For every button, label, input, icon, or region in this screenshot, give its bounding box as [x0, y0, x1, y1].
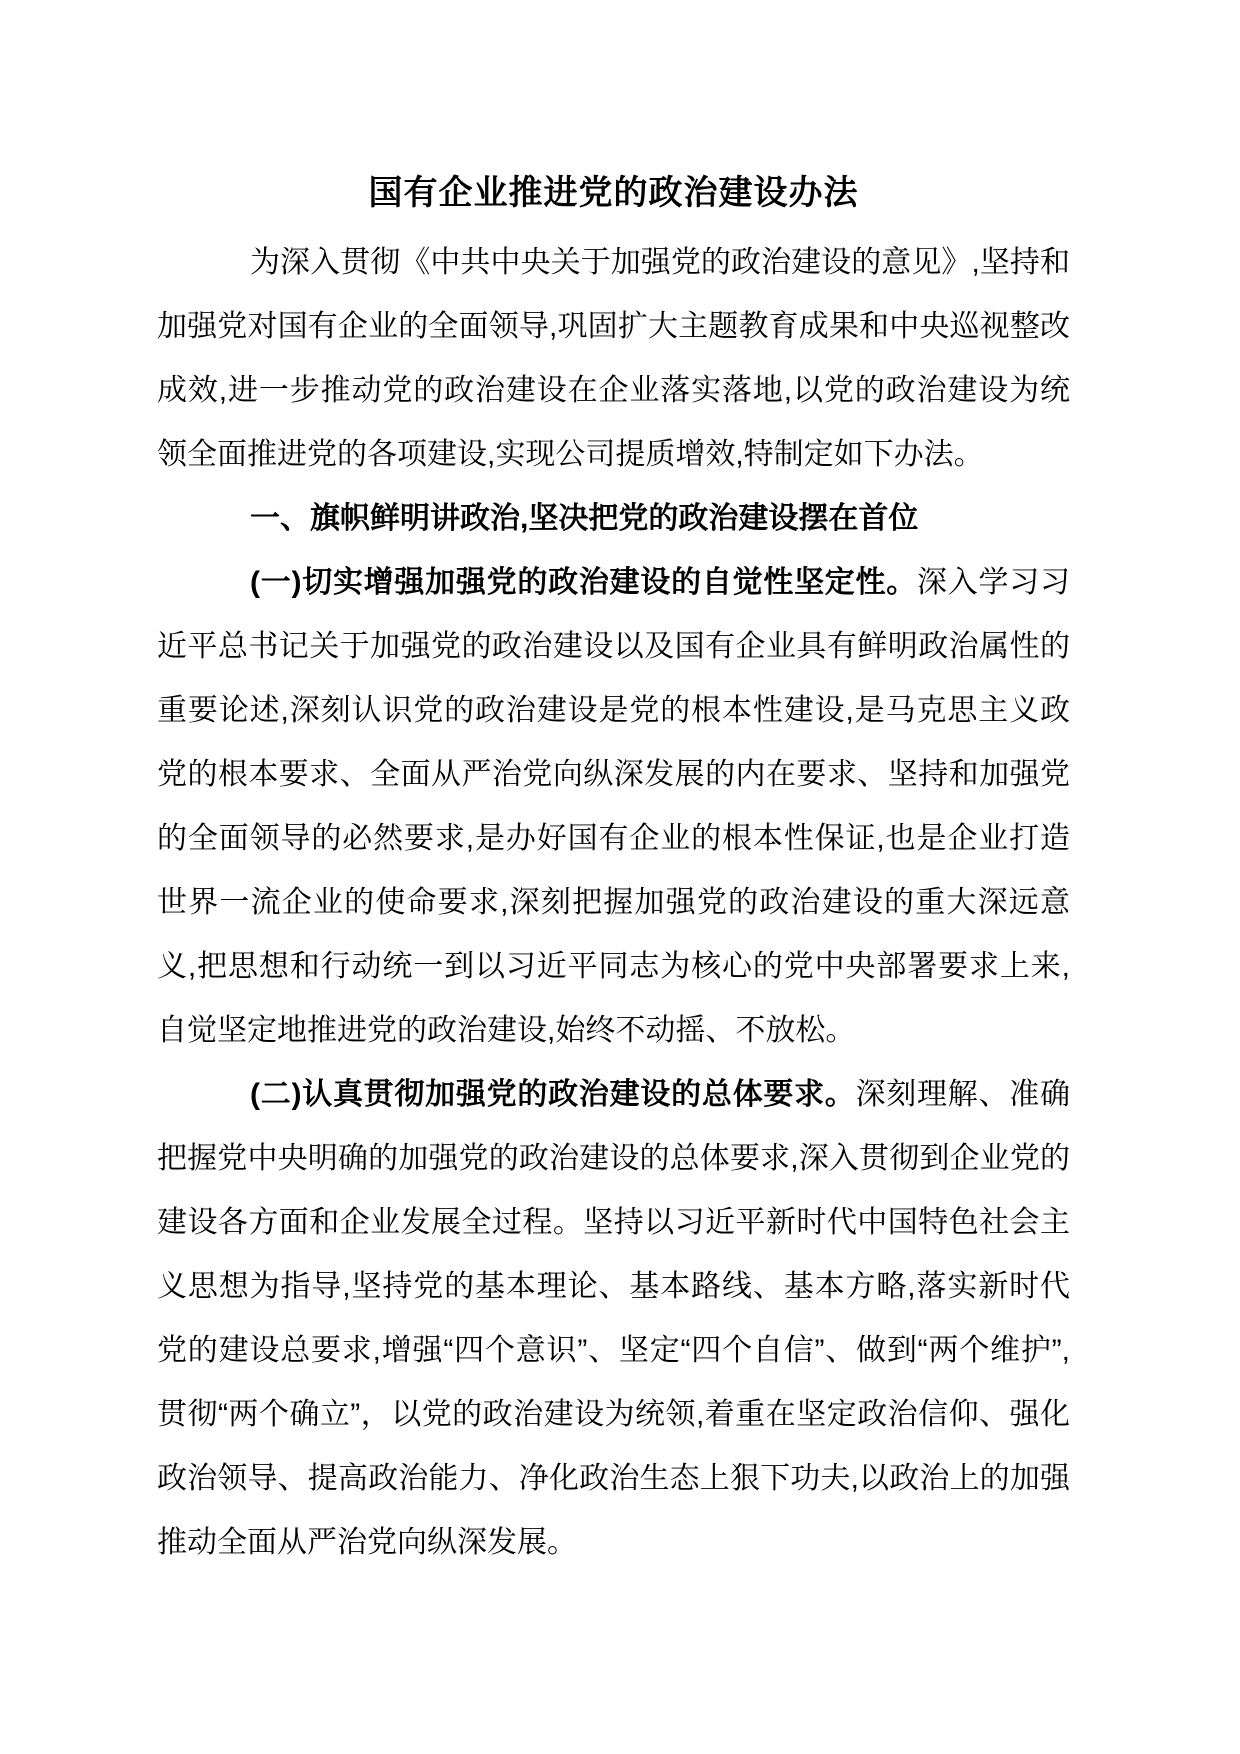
section-1-heading: 一、旗帜鲜明讲政治,坚决把党的政治建设摆在首位 — [250, 502, 919, 535]
intro-paragraph: 为深入贯彻《中共中央关于加强党的政治建设的意见》,坚持和加强党对国有企业的全面领导,巩固扩大主题教育成果和中央巡视整改成效,进一步推动党的政治建设在企业落实落地,以党的政治建设为统领全面推进党的各项建设,实现公司提质增效,特制定如下办法。 — [157, 246, 1070, 471]
clause-1-lead: (一)切实增强加强党的政治建设的自觉性坚定性。 — [250, 566, 918, 599]
clause-2-body: 深刻理解、准确把握党中央明确的加强党的政治建设的总体要求,深入贯彻到企业党的建设各方面和企业发展全过程。坚持以习近平新时代中国特色社会主义思想为指导,坚持党的基本理论、基本路线、基本方略,落实新时代党的建设总要求,增强“四个意识”、坚定“四个自信”、做到“两个维护”,贯彻“两个确立”，以党的政治建设为统领,着重在坚定政治信仰、强化政治领导、提高政治能力、净化政治生态上狠下功夫,以政治上的加强推动全面从严治党向纵深发展。 — [157, 1078, 1071, 1559]
document-content — [157, 160, 1070, 1575]
clause-2-lead: (二)认真贯彻加强党的政治建设的总体要求。 — [250, 1078, 856, 1111]
clause-1-body: 深入学习习近平总书记关于加强党的政治建设以及国有企业具有鲜明政治属性的重要论述,深刻认识党的政治建设是党的根本性建设,是马克思主义政党的根本要求、全面从严治党向纵深发展的内在要求、坚持和加强党的全面领导的必然要求,是办好国有企业的根本性保证,也是企业打造世界一流企业的使命要求,深刻把握加强党的政治建设的重大深远意义,把思想和行动统一到以习近平同志为核心的党中央部署要求上来,自觉坚定地推进党的政治建设,始终不动摇、不放松。 — [157, 566, 1070, 1047]
clause-2-paragraph — [157, 1063, 1070, 1575]
document-title: 国有企业推进党的政治建设办法 — [368, 174, 859, 212]
clause-1-paragraph — [157, 551, 1070, 1063]
